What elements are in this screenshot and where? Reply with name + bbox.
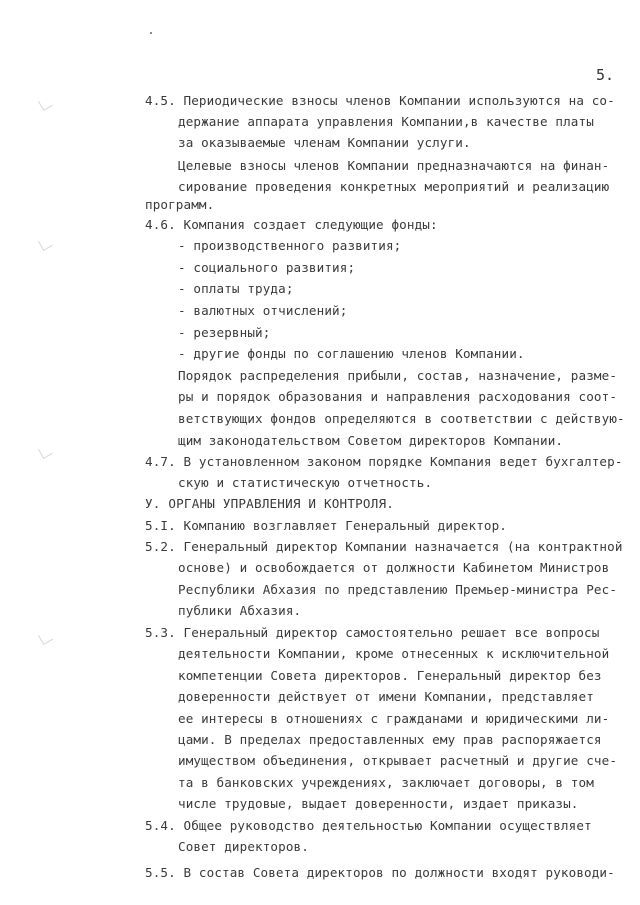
text-line: 4.7. В установленном законом порядке Компания ведет бухгалтер- xyxy=(145,454,623,469)
text-line: Целевые взносы членов Компании предназначаются на финан- xyxy=(178,158,610,173)
text-line: 4.6. Компания создает следующие фонды: xyxy=(145,217,438,232)
text-line: числе трудовые, выдает доверенности, издает приказы. xyxy=(178,796,579,811)
ink-speck xyxy=(150,32,152,34)
text-line: скую и статистическую отчетность. xyxy=(178,475,433,490)
text-line: 5.4. Общее руководство деятельностью Компании осуществляет xyxy=(145,818,592,833)
text-line: доверенности действует от имени Компании, представляет xyxy=(178,689,594,704)
text-line: та в банковских учреждениях, заключает договоры, в том xyxy=(178,775,594,790)
text-line: - резервный; xyxy=(178,325,271,340)
text-line: основе) и освобождается от должности Кабинетом Министров xyxy=(178,560,610,575)
text-line: - другие фонды по соглашению членов Компании. xyxy=(178,346,525,361)
text-line: - валютных отчислений; xyxy=(178,303,348,318)
text-line: - социального развития; xyxy=(178,260,356,275)
text-line: 5.2. Генеральный директор Компании назначается (на контрактной xyxy=(145,539,623,554)
margin-mark xyxy=(38,444,53,459)
text-line: имуществом объединения, открывает расчетный и другие сче- xyxy=(178,753,618,768)
text-line: Порядок распределения прибыли, состав, назначение, разме- xyxy=(178,368,618,383)
text-line: 4.5. Периодические взносы членов Компании используются на со- xyxy=(145,93,615,108)
text-line: щим законодательством Советом директоров Компании. xyxy=(178,433,564,448)
text-line: Совет директоров. xyxy=(178,839,309,854)
text-line: публики Абхазия. xyxy=(178,603,302,618)
text-line: ее интересы в отношениях с гражданами и юридическими ли- xyxy=(178,711,610,726)
text-line: программ. xyxy=(145,197,215,212)
margin-mark xyxy=(38,630,53,645)
text-line: сирование проведения конкретных мероприятий и реализацию xyxy=(178,179,610,194)
text-line: компетенции Совета директоров. Генеральный директор без xyxy=(178,668,602,683)
text-line: цами. В пределах предоставленных ему прав распоряжается xyxy=(178,732,602,747)
text-line: 5.I. Компанию возглавляет Генеральный директор. xyxy=(145,518,507,533)
text-line: за оказываемые членам Компании услуги. xyxy=(178,135,471,150)
text-line: держание аппарата управления Компании,в качестве платы xyxy=(178,114,594,129)
text-line: - оплаты труда; xyxy=(178,281,294,296)
margin-mark xyxy=(38,96,53,111)
text-line: 5.3. Генеральный директор самостоятельно решает все вопросы xyxy=(145,625,600,640)
page-number: 5. xyxy=(596,66,615,84)
section-heading: У. ОРГАНЫ УПРАВЛЕНИЯ И КОНТРОЛЯ. xyxy=(145,496,395,511)
text-line: 5.5. В состав Совета директоров по должности входят руководи- xyxy=(145,865,615,880)
text-line: деятельности Компании, кроме отнесенных к исключительной xyxy=(178,646,610,661)
text-line: ветствующих фондов определяются в соответствии с действую- xyxy=(178,411,625,426)
text-line: ры и порядок образования и направления расходования соот- xyxy=(178,389,618,404)
margin-mark xyxy=(38,236,53,251)
text-line: - производственного развития; xyxy=(178,238,402,253)
text-line: Республики Абхазия по представлению Премьер-министра Рес- xyxy=(178,582,618,597)
